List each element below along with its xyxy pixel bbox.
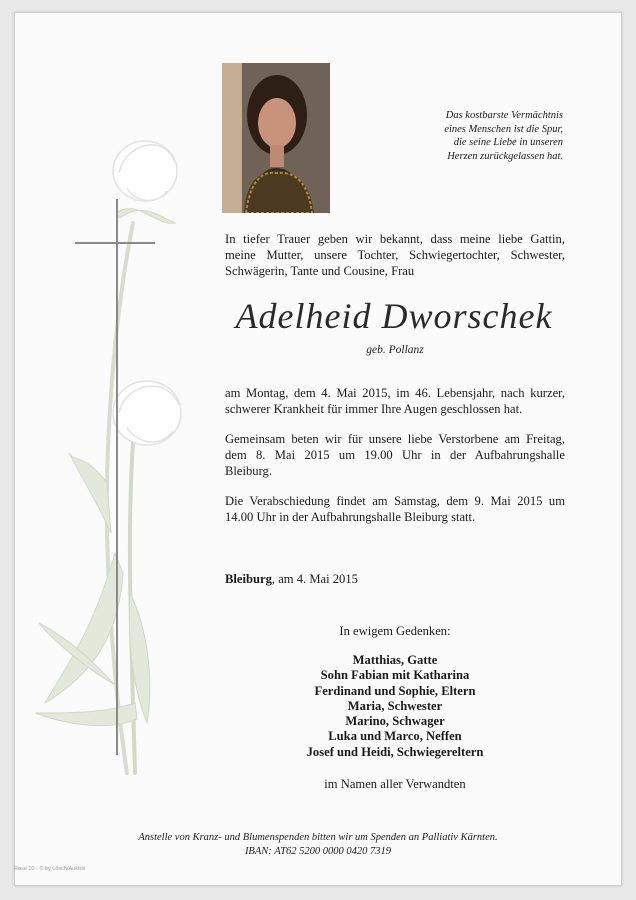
intro-line: Schwägerin, Tante und Cousine, Frau	[225, 264, 415, 278]
donation-line: Anstelle von Kranz- und Blumenspenden bitten wir um Spenden an Palliativ Kärnten.	[138, 832, 498, 843]
mourners-list	[215, 653, 575, 760]
iban-line: IBAN: AT62 5200 0000 0420 7319	[244, 846, 392, 857]
relatives-line: im Namen aller Verwandten	[324, 777, 466, 791]
cross-vertical-line	[116, 199, 118, 755]
birth-name: geb. Pollanz	[366, 344, 424, 356]
mourner: Josef und Heidi, Schwiegereltern	[306, 744, 484, 759]
mourner: Luka und Marco, Neffen	[328, 729, 462, 744]
mourner: Matthias, Gatte	[352, 653, 438, 667]
quote-line: Das kostbarste Vermächtnis	[445, 110, 563, 121]
deceased-name: Adelheid Dworschek	[235, 296, 553, 336]
donation-footer	[75, 831, 561, 859]
farewell-line: 14.00 Uhr in der Aufbahrungshalle Bleiburg statt.	[225, 510, 476, 524]
quote-line: die seine Liebe in unseren	[453, 137, 563, 148]
death-text	[225, 385, 565, 417]
prayer-line: Bleiburg.	[225, 464, 272, 478]
intro-line: meine Mutter, unsere Tochter, Schwiegertochter, Schwester,	[225, 248, 565, 262]
quote-block	[395, 109, 563, 163]
intro-line: In tiefer Trauer geben wir bekannt, dass meine liebe Gattin,	[225, 232, 565, 246]
quote-line: eines Menschen ist die Spur,	[444, 123, 563, 135]
portrait-photo	[222, 63, 330, 213]
mourner: Marino, Schwager	[345, 714, 445, 729]
mourner: Maria, Schwester	[347, 698, 443, 713]
prayer-text	[225, 431, 565, 479]
date: , am 4. Mai 2015	[271, 572, 358, 586]
prayer-line: Gemeinsam beten wir für unsere liebe Verstorbene am Freitag,	[225, 432, 565, 446]
place: Bleiburg	[225, 572, 272, 586]
prayer-line: dem 8. Mai 2015 um 19.00 Uhr in der Aufbahrungshalle	[225, 448, 565, 462]
farewell-text	[225, 493, 565, 525]
quote-line: Herzen zurückgelassen hat.	[447, 150, 563, 162]
obituary-card	[14, 12, 622, 886]
mourner: Sohn Fabian mit Katharina	[320, 668, 470, 683]
intro-text	[225, 231, 565, 279]
farewell-line: Die Verabschiedung findet am Samstag, dem 9. Mai 2015 um	[225, 494, 565, 508]
death-line: am Montag, dem 4. Mai 2015, im 46. Lebensjahr, nach kurzer,	[225, 386, 565, 400]
memory-heading: In ewigem Gedenken:	[339, 624, 451, 638]
death-line: schwerer Krankheit für immer Ihre Augen geschlossen hat.	[225, 402, 523, 416]
mourner: Ferdinand und Sophie, Eltern	[314, 683, 476, 698]
place-date	[225, 571, 565, 587]
cross-horizontal-line	[75, 242, 155, 244]
image-credit: Rose 10 - © by Lösch/Auktris	[14, 866, 86, 872]
